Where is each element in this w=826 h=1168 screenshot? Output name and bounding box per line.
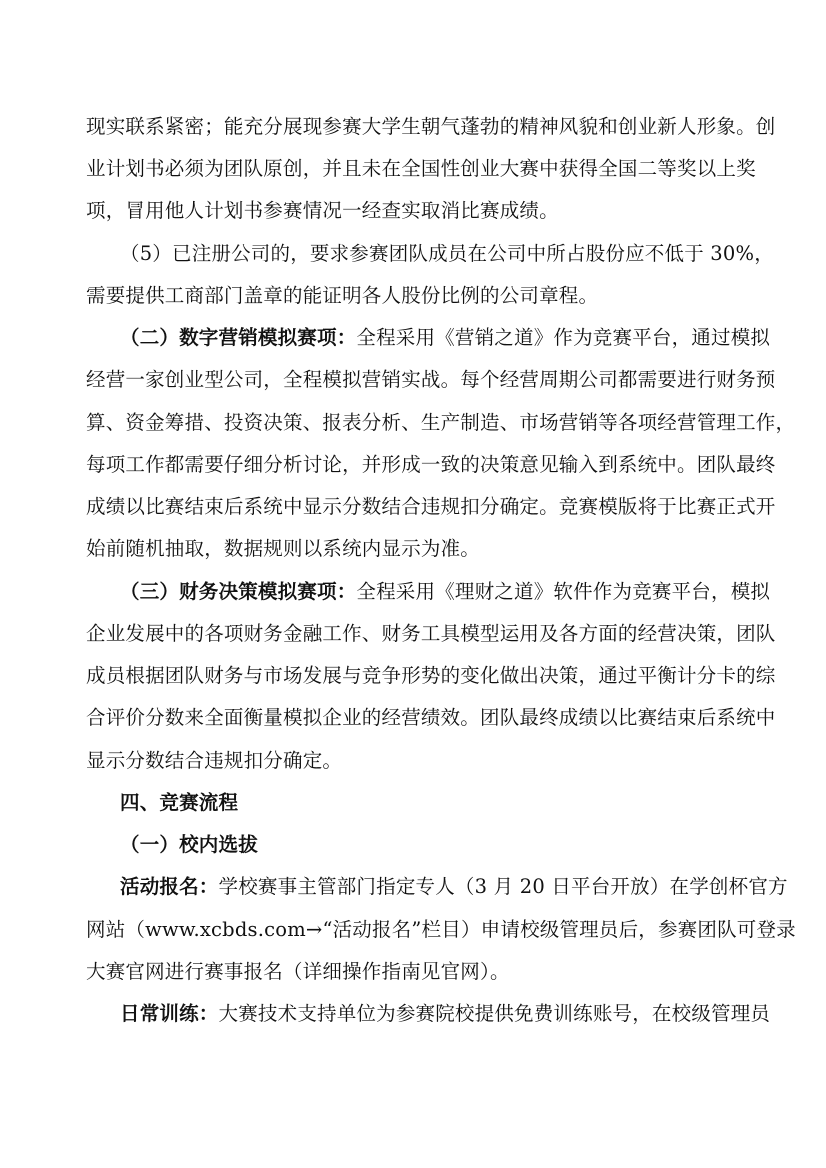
paragraph-text: 大赛技术支持单位为参赛院校提供免费训练账号，在校级管理员 bbox=[218, 1002, 771, 1025]
section-subtitle: （一）校内选拔 bbox=[120, 833, 258, 856]
paragraph-line: 项，冒用他人计划书参赛情况一经查实取消比赛成绩。 bbox=[86, 199, 559, 222]
paragraph-text: 学校赛事主管部门指定专人（3 月 20 日平台开放）在学创杯官方 bbox=[218, 875, 788, 898]
paragraph-line: 成绩以比赛结束后系统中显示分数结合违规扣分确定。竞赛模版将于比赛正式开 bbox=[86, 495, 776, 518]
paragraph-line bbox=[120, 323, 771, 353]
paragraph-line: 业计划书必须为团队原创，并且未在全国性创业大赛中获得全国二等奖以上奖 bbox=[86, 157, 756, 180]
paragraph-text: 全程采用《理财之道》软件作为竞赛平台，模拟 bbox=[356, 580, 771, 603]
paragraph-line: 大赛官网进行赛事报名（详细操作指南见官网）。 bbox=[86, 960, 510, 983]
paragraph-heading: （二）数字营销模拟赛项： bbox=[120, 326, 357, 349]
paragraph-line bbox=[120, 999, 771, 1029]
paragraph-heading: 活动报名： bbox=[120, 875, 219, 898]
paragraph-heading: 日常训练： bbox=[120, 1002, 219, 1025]
paragraph-line bbox=[120, 872, 788, 902]
paragraph-line: 需要提供工商部门盖章的能证明各人股份比例的公司章程。 bbox=[86, 284, 599, 307]
paragraph-heading: （三）财务决策模拟赛项： bbox=[120, 580, 357, 603]
paragraph-line: 成员根据团队财务与市场发展与竞争形势的变化做出决策，通过平衡计分卡的综 bbox=[86, 664, 776, 687]
paragraph-line bbox=[120, 577, 771, 607]
paragraph-line: 合评价分数来全面衡量模拟企业的经营绩效。团队最终成绩以比赛结束后系统中 bbox=[86, 706, 776, 729]
paragraph-line: 经营一家创业型公司，全程模拟营销实战。每个经营周期公司都需要进行财务预 bbox=[86, 368, 776, 391]
paragraph-line: （5）已注册公司的，要求参赛团队成员在公司中所占股份应不低于 30%， bbox=[120, 242, 774, 265]
paragraph-line: 网站（www.xcbds.com→“活动报名”栏目）申请校级管理员后，参赛团队可登录 bbox=[86, 918, 796, 941]
paragraph-line: 算、资金筹措、投资决策、报表分析、生产制造、市场营销等各项经营管理工作， bbox=[86, 411, 796, 434]
paragraph-text: 全程采用《营销之道》作为竞赛平台，通过模拟 bbox=[356, 326, 771, 349]
section-title: 四、竞赛流程 bbox=[120, 791, 239, 814]
paragraph-line: 现实联系紧密；能充分展现参赛大学生朝气蓬勃的精神风貌和创业新人形象。创 bbox=[86, 115, 776, 138]
paragraph-line: 显示分数结合违规扣分确定。 bbox=[86, 749, 343, 772]
paragraph-line: 企业发展中的各项财务金融工作、财务工具模型运用及各方面的经营决策，团队 bbox=[86, 622, 776, 645]
paragraph-line: 每项工作都需要仔细分析讨论，并形成一致的决策意见输入到系统中。团队最终 bbox=[86, 453, 776, 476]
paragraph-line: 始前随机抽取，数据规则以系统内显示为准。 bbox=[86, 537, 481, 560]
